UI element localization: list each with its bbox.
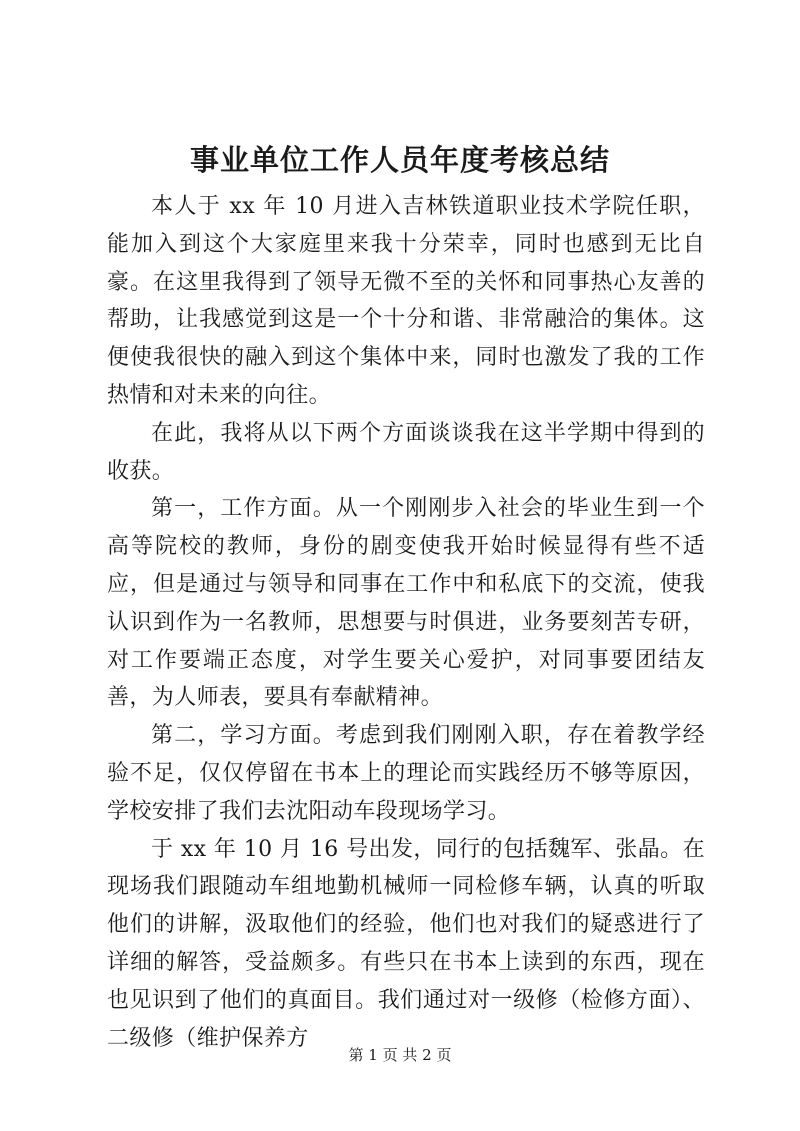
paragraph-field-trip: 于 xx 年 10 月 16 号出发，同行的包括魏军、张晶。在现场我们跟随动车组地勤机械师一同检修车辆，认真的听取他们的讲解，汲取他们的经验，他们也对我们的疑惑进行了详细的解答，受益颇多。有些只在书本上读到的东西，现在也见识到了他们的真面目。我们通过对一级修（检修方面）、二级修（维护保养方	[107, 836, 705, 1051]
paragraph-overview: 在此，我将从以下两个方面谈谈我在这半学期中得到的收获。	[107, 420, 705, 484]
page-number-footer: 第 1 页 共 2 页	[348, 1046, 452, 1064]
paragraph-intro: 本人于 xx 年 10 月进入吉林铁道职业技术学院任职，能加入到这个大家庭里来我十分荣幸，同时也感到无比自豪。在这里我得到了领导无微不至的关怀和同事热心友善的帮助，让我感觉到这是一个十分和谐、非常融洽的集体。这便使我很快的融入到这个集体中来，同时也激发了我的工作热情和对未来的向往。	[107, 194, 705, 408]
paragraph-study: 第二，学习方面。考虑到我们刚刚入职，存在着教学经验不足，仅仅停留在书本上的理论而实践经历不够等原因，学校安排了我们去沈阳动车段现场学习。	[107, 723, 705, 824]
paragraph-work: 第一，工作方面。从一个刚刚步入社会的毕业生到一个高等院校的教师，身份的剧变使我开始时候显得有些不适应，但是通过与领导和同事在工作中和私底下的交流，使我认识到作为一名教师，思想要与时俱进，业务要刻苦专研，对工作要端正态度，对学生要关心爱护，对同事要团结友善，为人师表，要具有奉献精神。	[107, 496, 705, 711]
document-title: 事业单位工作人员年度考核总结	[189, 143, 610, 177]
document-body	[107, 188, 705, 1057]
